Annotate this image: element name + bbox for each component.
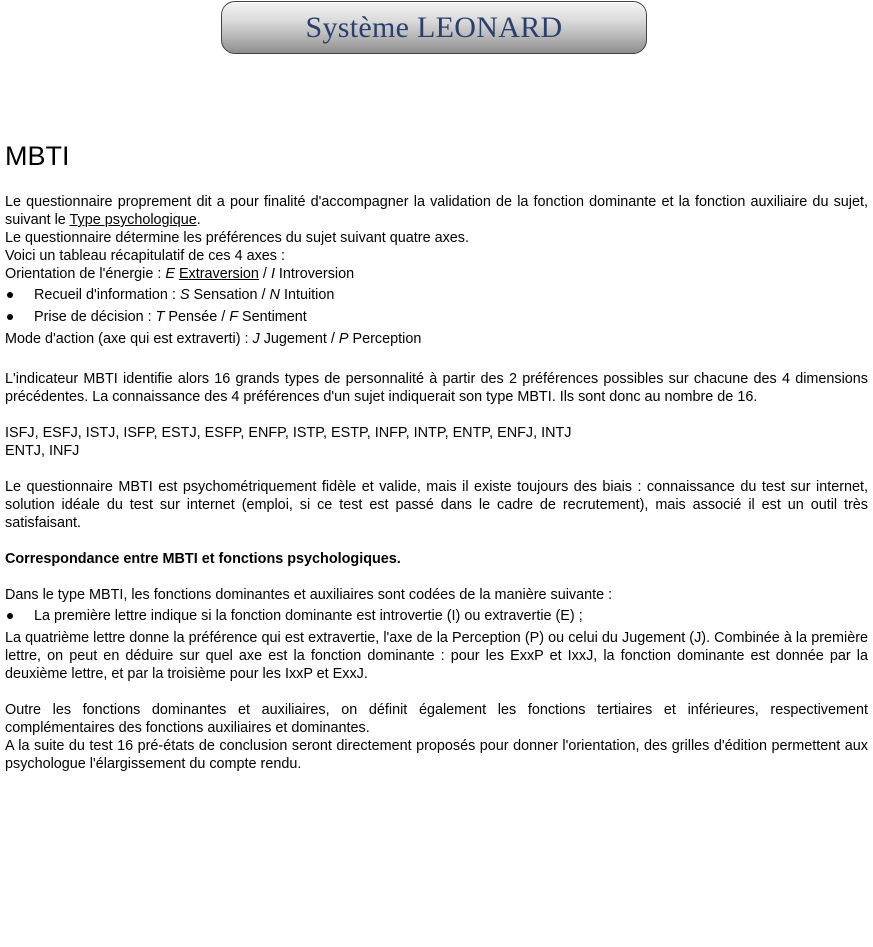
spacer — [5, 683, 868, 701]
type-psychologique-link[interactable]: Type psychologique — [69, 212, 197, 228]
page-title: MBTI — [5, 141, 70, 171]
axis-t-letter: T — [155, 309, 165, 325]
conclusion-paragraph: A la suite du test 16 pré-états de conclusion seront directement proposés pour donner l'orientation, des grilles d'édition permettent aux psychologue l'élargissement du compte rendu. — [5, 738, 868, 772]
intro-period: . — [196, 212, 201, 228]
spacer — [5, 532, 868, 550]
axis-action-line — [5, 330, 868, 348]
intro-paragraph — [5, 193, 868, 229]
axis-action-label: Mode d'action (axe qui est extraverti) : — [5, 331, 253, 347]
fourth-letter-paragraph: La quatrième lettre donne la préférence qui est extravertie, l'axe de la Perception (P) ou celui du Jugement (J). Combinée à la première lettre, on peut en déduire sur quel axe est la fonction dominante : pour les ExxP et IxxJ, la fonction dominante est donnée par la deuxième lettre, et par la troisième pour les IxxP et ExxJ. — [5, 630, 868, 682]
axis-decision-label: Prise de décision : — [34, 309, 156, 325]
axis-p-letter: P — [338, 331, 349, 347]
types-list-line-1: ISFJ, ESFJ, ISTJ, ISFP, ESTJ, ESFP, ENFP, ISTP, ESTP, INFP, INTP, ENTP, ENFJ, INTJ — [5, 425, 572, 441]
axis-energy-label: Orientation de l'énergie : — [5, 266, 166, 282]
section-subheading: Correspondance entre MBTI et fonctions psychologiques. — [5, 551, 401, 567]
axis-i-letter: I — [270, 266, 275, 282]
coding-intro-line: Dans le type MBTI, les fonctions dominantes et auxiliaires sont codées de la manière suivante : — [5, 587, 613, 603]
axis-energy-separator: / — [258, 266, 271, 282]
axis-introversion-text: Introversion — [274, 266, 355, 282]
table-intro-line: Voici un tableau récapitulatif de ces 4 axes : — [5, 248, 285, 264]
intro-text: Le questionnaire proprement dit a pour finalité d'accompagner la validation de la fonction dominante et la fonction auxiliaire du sujet, suivant le — [5, 194, 868, 228]
axis-n-letter: N — [269, 287, 280, 303]
axis-information-label: Recueil d'information : — [34, 287, 180, 303]
spacer — [5, 348, 868, 366]
banner-title: Système LEONARD — [305, 10, 563, 44]
axes-intro-line: Le questionnaire détermine les préférences du sujet suivant quatre axes. — [5, 230, 469, 246]
spacer — [5, 460, 868, 478]
document-body — [5, 193, 868, 773]
types-list-line-2: ENTJ, INFJ — [5, 443, 80, 459]
spacer — [5, 568, 868, 586]
axis-intuition-text: Intuition — [279, 287, 335, 303]
axis-f-letter: F — [229, 309, 238, 325]
axis-s-letter: S — [179, 287, 190, 303]
spacer — [5, 406, 868, 424]
banner — [221, 1, 647, 54]
axis-jugement-text: Jugement / — [259, 331, 339, 347]
axis-sentiment-text: Sentiment — [238, 309, 307, 325]
bullet-item-information — [5, 286, 868, 304]
tertiary-functions-paragraph: Outre les fonctions dominantes et auxiliaires, on définit également les fonctions tertiaires et inférieures, respectivement complémentaires des fonctions auxiliaires et dominantes. — [5, 702, 868, 736]
axis-j-letter: J — [252, 331, 260, 347]
indicator-paragraph: L'indicateur MBTI identifie alors 16 grands types de personnalité à partir des 2 préférences possibles sur chacune des 4 dimensions précédentes. La connaissance des 4 préférences d'un sujet indiquerait son type MBTI. Ils sont donc au nombre de 16. — [5, 371, 868, 405]
axis-pensee-text: Pensée / — [164, 309, 230, 325]
extraversion-link[interactable]: Extraversion — [178, 266, 259, 282]
axis-perception-text: Perception — [348, 331, 422, 347]
bullet-item-decision — [5, 308, 868, 326]
axis-sensation-text: Sensation / — [189, 287, 270, 303]
bullet-item-first-letter: La première lettre indique si la fonction dominante est introvertie (I) ou extravertie (E) ; — [5, 607, 868, 625]
axis-e-letter: E — [165, 266, 175, 282]
axis-energy-line — [5, 265, 868, 283]
reliability-paragraph: Le questionnaire MBTI est psychométriquement fidèle et valide, mais il existe toujours des biais : connaissance du test sur internet, solution idéale du test sur internet (emploi, si ce test est passé dans le cadre de recrutement), mais associé il est un outil très satisfaisant. — [5, 479, 868, 531]
